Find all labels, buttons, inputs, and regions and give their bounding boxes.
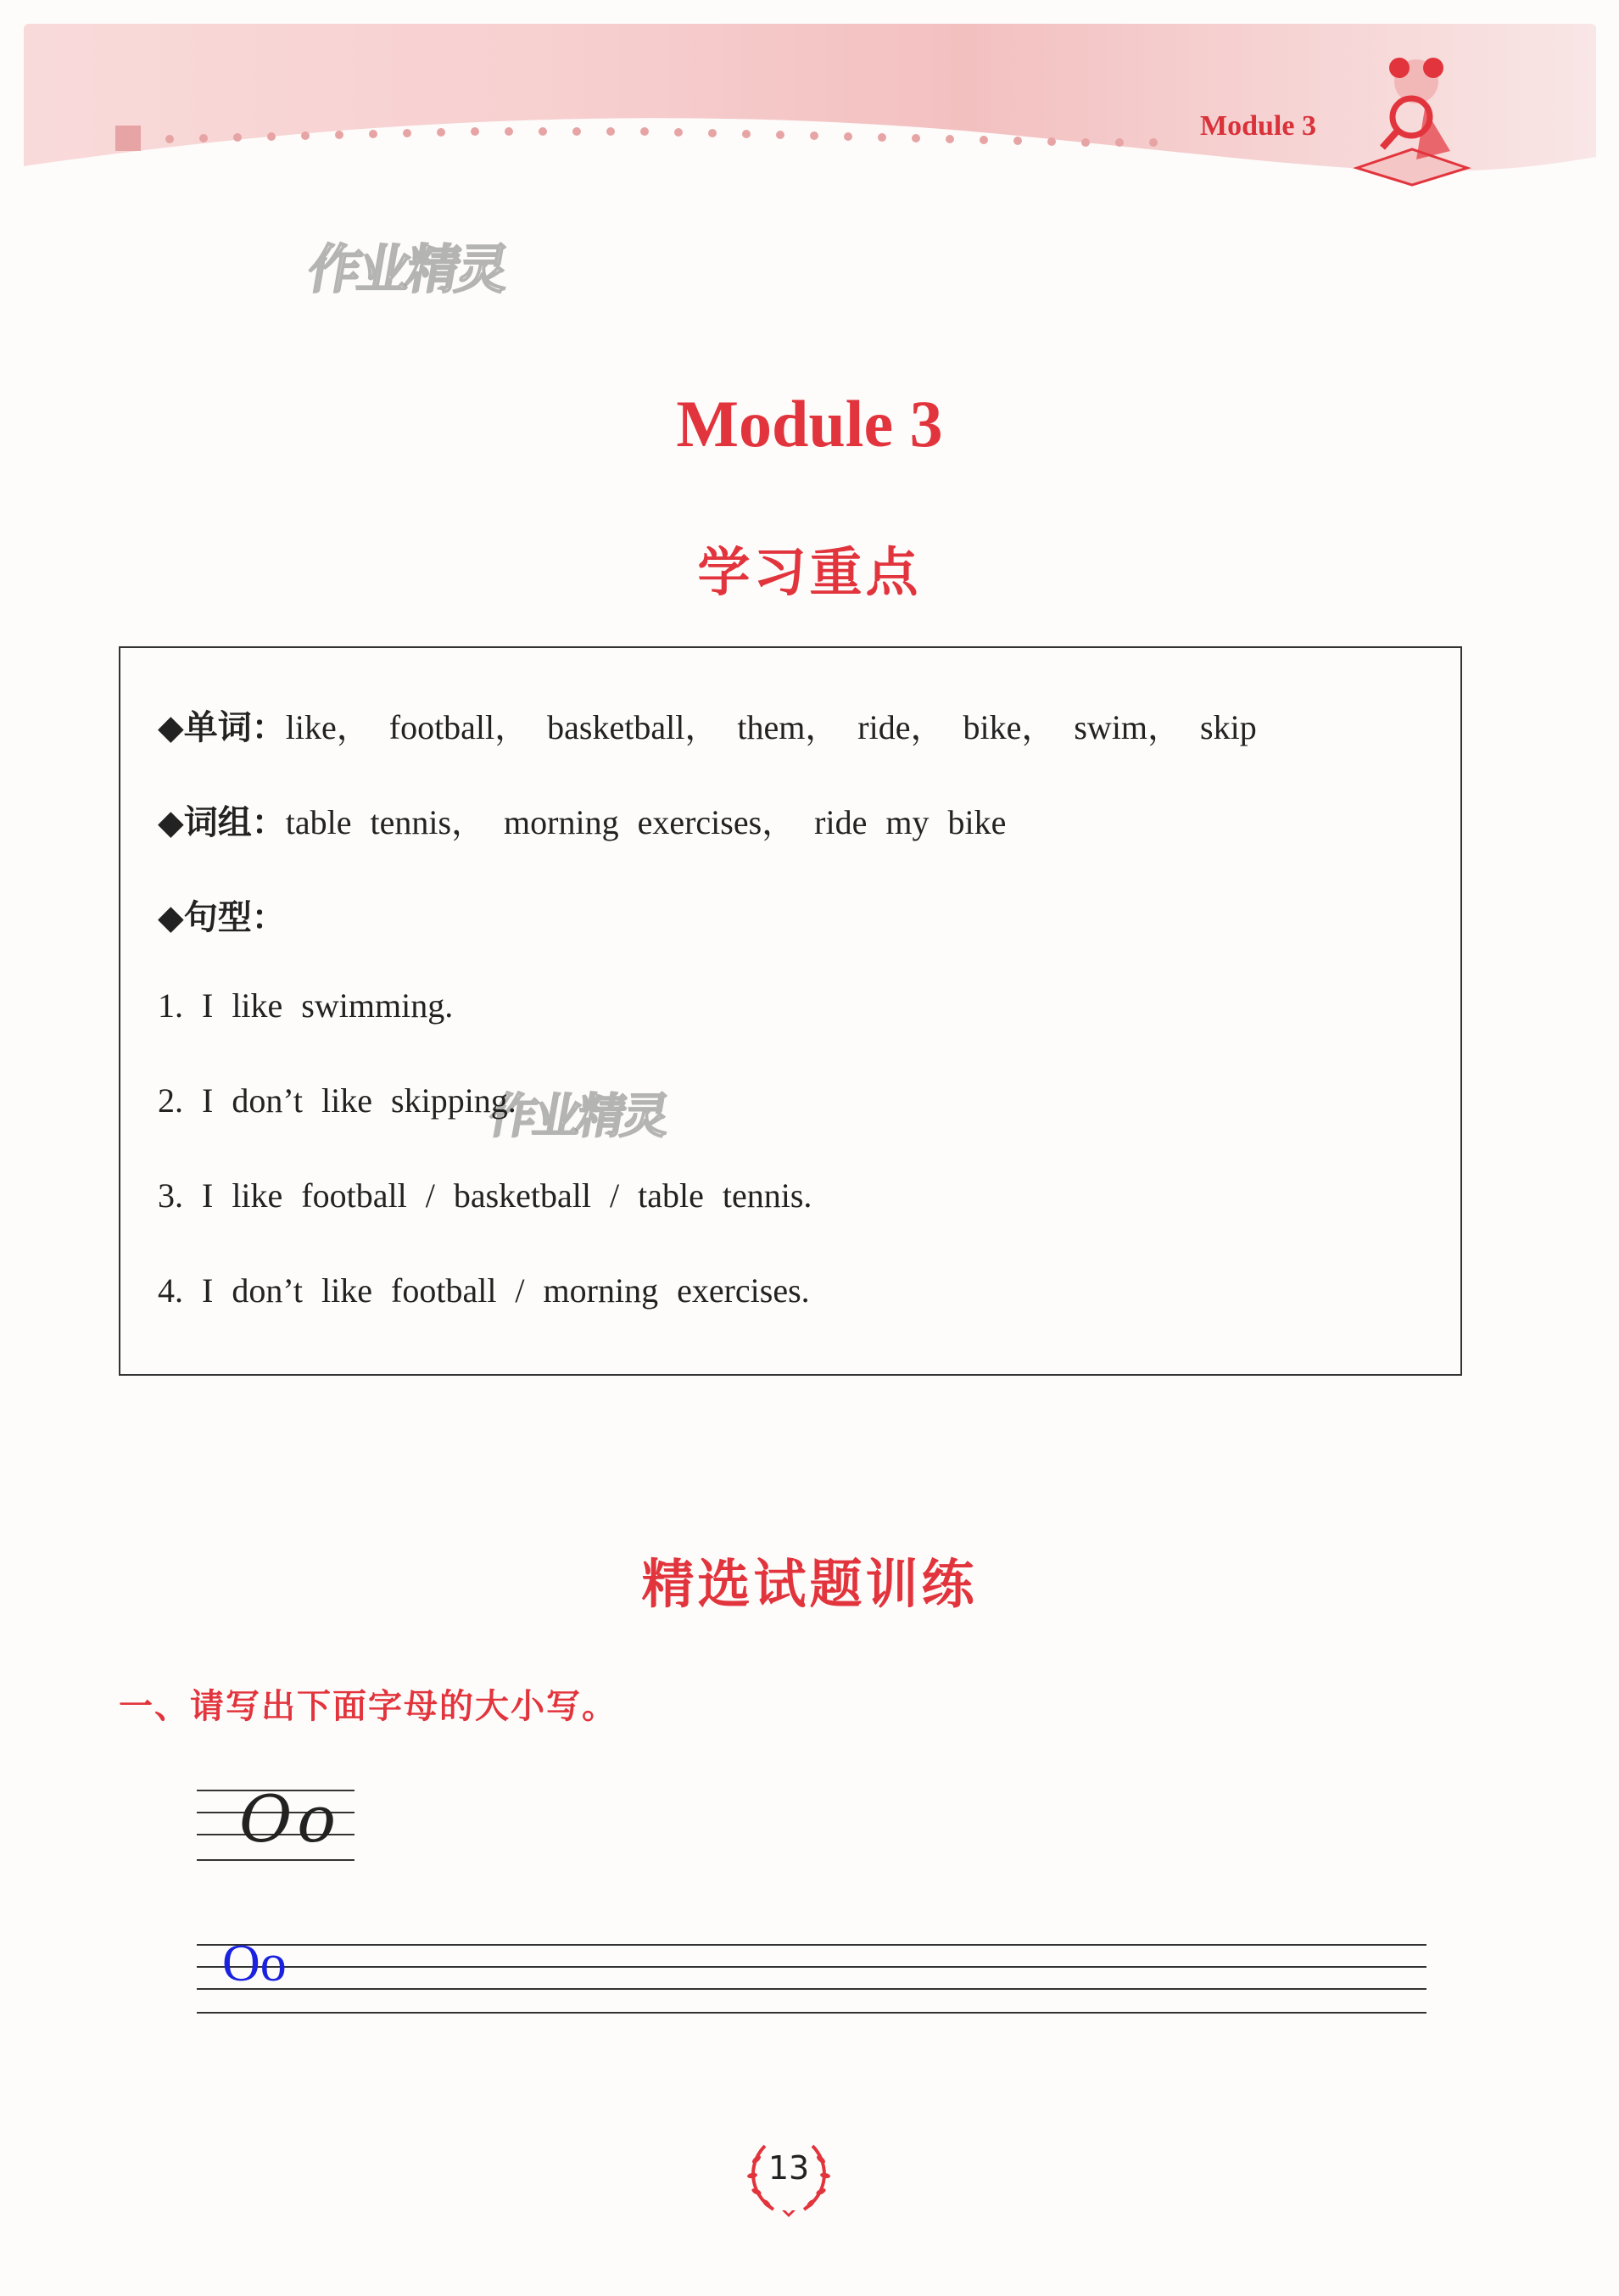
words-line (158, 701, 1257, 749)
running-header-title: Module 3 (1200, 110, 1316, 142)
study-focus-box (119, 646, 1462, 1376)
sentence-2: 2. I don’t like skipping. (158, 1081, 516, 1120)
watermark-middle: 作业精灵 (484, 1089, 671, 1144)
sentence-3: 3. I like football / basketball / table tennis. (158, 1176, 812, 1215)
patterns-line (158, 891, 286, 939)
question-1-prompt: 一、请写出下面字母的大小写。 (119, 1687, 617, 1726)
sentence-4: 4. I don’t like football / morning exercises. (158, 1271, 810, 1310)
phrases-line (158, 796, 1006, 844)
study-focus-heading: 学习重点 (697, 541, 922, 603)
phrases-label: ◆词组： (158, 803, 286, 842)
sentence-1: 1. I like swimming. (158, 986, 454, 1025)
page-number: 13 (768, 2149, 810, 2187)
watermark-top: 作业精灵 (303, 238, 511, 300)
answer-letters: Oo (222, 1935, 287, 1992)
words-label: ◆单词： (158, 708, 286, 747)
girl-reading-icon (1348, 49, 1476, 193)
patterns-label: ◆句型： (158, 898, 286, 937)
words-text: like， football， basketball， them， ride， bike， swim， skip (285, 708, 1257, 746)
phrases-text: table tennis， morning exercises， ride my bike (285, 803, 1007, 841)
sample-letters: Oo (239, 1781, 342, 1857)
answer-writing-lines[interactable] (197, 1944, 1426, 2015)
practice-heading: 精选试题训练 (641, 1553, 978, 1615)
module-title: Module 3 (676, 387, 943, 461)
